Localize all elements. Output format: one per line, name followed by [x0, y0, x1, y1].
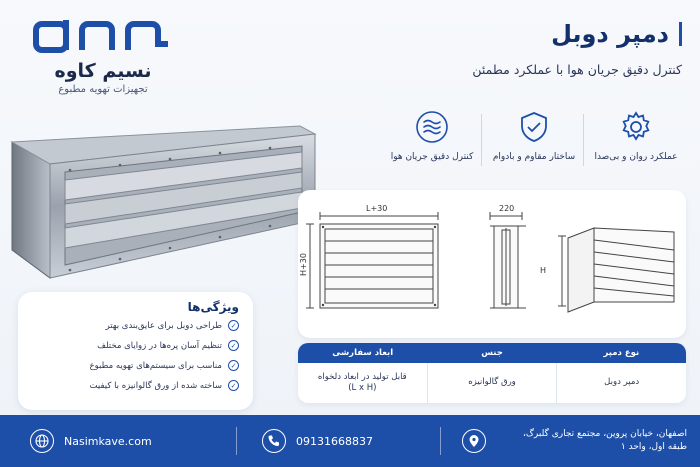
footer [0, 415, 700, 467]
spec-table [298, 343, 686, 403]
gear-icon [619, 110, 653, 144]
feature-item [486, 110, 582, 170]
feature-list [384, 110, 684, 170]
list-item [32, 320, 239, 331]
check-icon: ✓ [228, 320, 239, 331]
phone-number[interactable]: 09131668837 [296, 434, 373, 448]
airflow-icon [415, 110, 449, 144]
feature-item [588, 110, 684, 170]
footer-website[interactable] [30, 415, 152, 467]
table-cell-dimensions [298, 363, 427, 403]
properties-list [32, 320, 239, 391]
list-item [32, 340, 239, 351]
column-header: جنس [481, 348, 503, 358]
dimension-height-label: H+30 [298, 253, 308, 276]
list-item [32, 380, 239, 391]
location-pin-icon [462, 429, 486, 453]
dimension-width-label: L+30 [366, 204, 388, 213]
cell-text: قابل تولید در ابعاد دلخواه [317, 371, 407, 382]
technical-drawings [298, 190, 686, 338]
title-accent-bar [679, 22, 682, 46]
footer-divider [236, 427, 237, 455]
brand-name: نسیم کاوه [54, 60, 152, 82]
title-block [302, 20, 682, 77]
list-item-text: مناسب برای سیستم‌های تهویه مطبوع [89, 360, 222, 371]
list-item [32, 360, 239, 371]
feature-label: کنترل دقیق جریان هوا [390, 152, 474, 162]
column-header: ابعاد سفارشی [332, 348, 394, 358]
logo-mark-icon [28, 16, 178, 56]
table-header [298, 343, 686, 363]
properties-title: ویژگی‌ها [187, 300, 239, 314]
feature-item [384, 110, 480, 170]
footer-phone[interactable] [262, 415, 373, 467]
website-link[interactable]: Nasimkave.com [64, 434, 152, 448]
page-subtitle: کنترل دقیق جریان هوا با عملکرد مطمئن [472, 62, 682, 77]
footer-address [462, 415, 687, 467]
properties-card [18, 292, 253, 410]
table-cell-type [556, 363, 686, 403]
check-icon: ✓ [228, 340, 239, 351]
list-item-text: ساخته شده از ورق گالوانیزه با کیفیت [89, 380, 222, 391]
dimension-iso-height-label: H [540, 266, 547, 275]
feature-label: ساختار مقاوم و بادوام [492, 152, 576, 162]
list-item-text: تنظیم آسان پره‌ها در زوایای مختلف [97, 340, 222, 351]
globe-icon [30, 429, 54, 453]
cell-text: (L x H) [348, 383, 377, 393]
drawing-canvas [298, 190, 686, 338]
list-item-text: طراحی دوبل برای عایق‌بندی بهتر [105, 320, 222, 331]
brand-logo [18, 16, 188, 95]
table-row [298, 363, 686, 403]
cell-text: دمپر دوبل [604, 377, 640, 388]
address-line: اصفهان، خیابان پروین، مجتمع تجاری گلبرگ، [522, 428, 687, 439]
address-text [496, 428, 687, 455]
table-cell-material [427, 363, 557, 403]
feature-label: عملکرد روان و بی‌صدا [594, 152, 678, 162]
address-line: طبقه اول، واحد ۱ [620, 442, 687, 452]
page-title-text: دمپر دوبل [551, 20, 669, 48]
brand-tagline: تجهیزات تهویه مطبوع [58, 84, 148, 95]
footer-divider [440, 427, 441, 455]
check-icon: ✓ [228, 380, 239, 391]
page-title [302, 20, 682, 48]
cell-text: ورق گالوانیزه [468, 377, 516, 388]
dimension-depth-label: 220 [499, 204, 515, 213]
check-icon: ✓ [228, 360, 239, 371]
phone-icon [262, 429, 286, 453]
shield-icon [517, 110, 551, 144]
product-image [10, 120, 320, 280]
column-header: نوع دمپر [603, 348, 640, 358]
